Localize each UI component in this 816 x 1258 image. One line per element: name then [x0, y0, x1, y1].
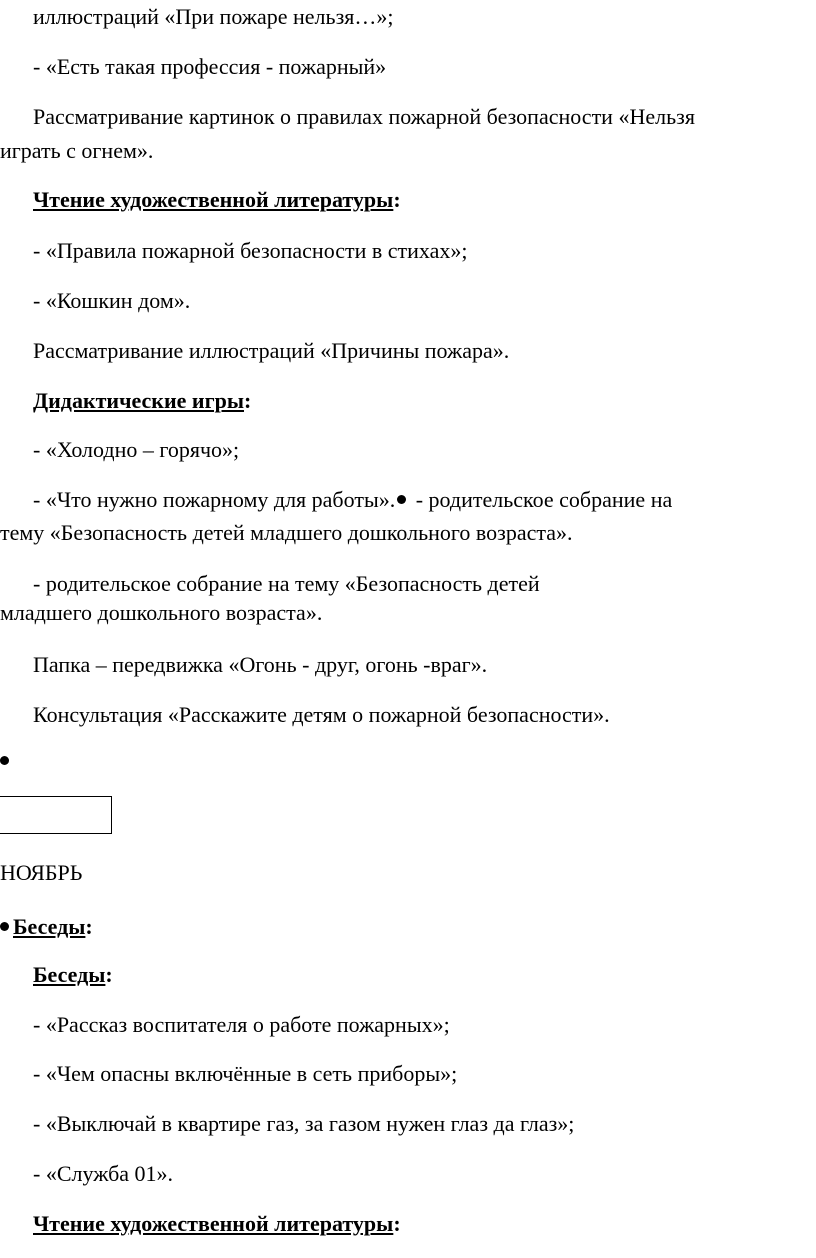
bullet-line: [0, 748, 13, 774]
text-line: Консультация «Расскажите детям о пожарной безопасности».: [33, 702, 610, 727]
empty-box: [0, 796, 112, 834]
section-heading: [33, 187, 401, 213]
text-line: младшего дошкольного возраста».: [0, 600, 323, 625]
text-part: - «Что нужно пожарному для работы».: [33, 487, 396, 512]
text-line: - «Есть такая профессия - пожарный»: [33, 54, 387, 79]
heading-text: Чтение художественной литературы: [33, 1211, 394, 1236]
text-line: иллюстраций «При пожаре нельзя…»;: [33, 4, 394, 29]
heading-text: Беседы: [13, 914, 86, 939]
text-line: - родительское собрание на тему «Безопасность детей: [33, 571, 540, 596]
heading-colon: :: [105, 962, 113, 987]
month-title: НОЯБРЬ: [0, 860, 83, 885]
text-part: - родительское собрание на: [410, 487, 673, 512]
text-line: играть с огнем».: [0, 138, 154, 163]
text-line: - «Кошкин дом».: [33, 288, 191, 313]
bullet-icon: [0, 922, 9, 931]
section-heading: [33, 1211, 401, 1237]
section-heading: [33, 388, 251, 414]
text-line: - «Выключай в квартире газ, за газом нужен глаз да глаз»;: [33, 1111, 575, 1136]
text-line: - «Холодно – горячо»;: [33, 437, 240, 462]
heading-text: Чтение художественной литературы: [33, 187, 394, 212]
text-line: [33, 487, 672, 513]
heading-colon: :: [393, 1211, 401, 1236]
bullet-icon: [0, 756, 9, 765]
text-line: Рассматривание картинок о правилах пожарной безопасности «Нельзя: [33, 104, 695, 129]
text-line: - «Чем опасны включённые в сеть приборы»;: [33, 1061, 458, 1086]
text-line: Рассматривание иллюстраций «Причины пожара».: [33, 338, 510, 363]
heading-colon: :: [244, 388, 252, 413]
text-line: - «Правила пожарной безопасности в стихах»;: [33, 238, 468, 263]
heading-colon: :: [393, 187, 401, 212]
heading-text: Беседы: [33, 962, 106, 987]
bullet-icon: [397, 495, 406, 504]
section-heading: [0, 914, 93, 940]
heading-text: Дидактические игры: [33, 388, 244, 413]
text-line: Папка – передвижка «Огонь - друг, огонь -враг».: [33, 652, 488, 677]
section-heading: [33, 962, 113, 988]
text-line: - «Служба 01».: [33, 1161, 174, 1186]
text-line: - «Рассказ воспитателя о работе пожарных»;: [33, 1012, 450, 1037]
heading-colon: :: [85, 914, 93, 939]
text-line: тему «Безопасность детей младшего дошкольного возраста».: [0, 520, 573, 545]
